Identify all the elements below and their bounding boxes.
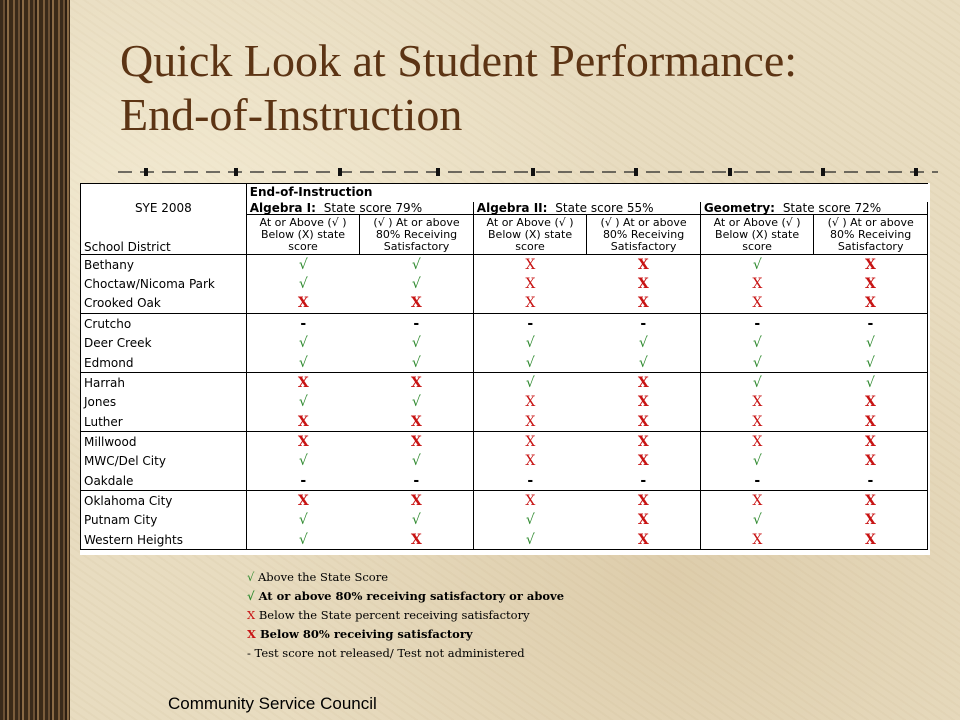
- legend-text: At or above 80% receiving satisfactory or above: [254, 589, 565, 603]
- x-mark: X: [525, 433, 536, 450]
- district-name: Oklahoma City: [84, 493, 173, 508]
- mark-cell: [360, 373, 474, 393]
- check-mark: √: [411, 335, 421, 352]
- check-mark: √: [752, 354, 762, 371]
- group-header-algebra-2: [473, 202, 700, 215]
- table-row: [81, 491, 928, 511]
- check-mark: √: [411, 276, 421, 293]
- legend-item: [247, 568, 667, 587]
- performance-table: [80, 183, 928, 550]
- divider-dot: [144, 168, 148, 176]
- mark-cell: [360, 314, 474, 334]
- x-icon: X: [247, 608, 256, 622]
- x-mark: X: [864, 276, 876, 293]
- sye-header-cell: [81, 184, 247, 215]
- mark-cell: [814, 491, 928, 511]
- x-mark: X: [637, 256, 649, 273]
- x-mark: X: [637, 295, 649, 312]
- x-mark: X: [525, 295, 536, 312]
- district-cell: [81, 274, 247, 294]
- sub-header-state: At or Above (√ ) Below (X) state score: [246, 215, 360, 255]
- district-cell: [81, 432, 247, 452]
- sub-header-80: (√ ) At or above 80% Receiving Satisfactory: [360, 215, 474, 255]
- x-mark: X: [864, 512, 876, 529]
- sub-header-80: (√ ) At or above 80% Receiving Satisfactory: [587, 215, 701, 255]
- mark-cell: [700, 373, 814, 393]
- table-row: [81, 294, 928, 314]
- mark-cell: [700, 392, 814, 412]
- check-icon: √: [247, 570, 255, 584]
- district-cell: [81, 373, 247, 393]
- x-mark: X: [864, 453, 876, 470]
- x-mark: X: [410, 413, 422, 430]
- eoi-label: End-of-Instruction: [249, 185, 373, 200]
- dash-mark: -: [867, 315, 874, 332]
- mark-cell: [587, 432, 701, 452]
- x-mark: X: [637, 374, 649, 391]
- sub-header-state: At or Above (√ ) Below (X) state score: [700, 215, 814, 255]
- mark-cell: [360, 294, 474, 314]
- legend-text: Below 80% receiving satisfactory: [255, 627, 473, 641]
- sub-header-80: (√ ) At or above 80% Receiving Satisfactory: [814, 215, 928, 255]
- dash-mark: -: [754, 472, 761, 489]
- mark-cell: [814, 255, 928, 275]
- x-mark: X: [297, 295, 309, 312]
- mark-cell: [587, 451, 701, 471]
- check-mark: √: [752, 453, 762, 470]
- check-mark: √: [298, 335, 308, 352]
- mark-cell: [814, 274, 928, 294]
- divider-dot: [821, 168, 825, 176]
- mark-cell: [587, 373, 701, 393]
- table-row: [81, 392, 928, 412]
- mark-cell: [473, 432, 587, 452]
- district-name: Western Heights: [84, 532, 183, 547]
- divider-dot: [531, 168, 535, 176]
- district-cell: [81, 412, 247, 432]
- district-name: Deer Creek: [84, 336, 152, 351]
- x-mark: X: [864, 433, 876, 450]
- mark-cell: [360, 530, 474, 550]
- title-divider: [118, 166, 938, 178]
- title-line-2: End-of-Instruction: [120, 89, 463, 140]
- mark-cell: [700, 294, 814, 314]
- mark-cell: [473, 294, 587, 314]
- mark-cell: [246, 412, 360, 432]
- check-mark: √: [411, 512, 421, 529]
- mark-cell: [473, 412, 587, 432]
- dash-mark: -: [640, 472, 647, 489]
- group-name: Algebra I:: [249, 200, 316, 215]
- mark-cell: [700, 491, 814, 511]
- mark-cell: [814, 294, 928, 314]
- x-mark: X: [525, 413, 536, 430]
- mark-cell: [473, 491, 587, 511]
- mark-cell: [360, 353, 474, 373]
- check-mark: √: [865, 335, 875, 352]
- mark-cell: [246, 314, 360, 334]
- school-district-label: School District: [84, 240, 171, 254]
- x-mark: X: [297, 413, 309, 430]
- mark-cell: [814, 412, 928, 432]
- mark-cell: [473, 255, 587, 275]
- dash-mark: -: [300, 472, 307, 489]
- district-name: Jones: [84, 395, 117, 410]
- divider-dot: [914, 168, 918, 176]
- sub-header-state: At or Above (√ ) Below (X) state score: [473, 215, 587, 255]
- mark-cell: [700, 353, 814, 373]
- check-mark: √: [638, 335, 648, 352]
- mark-cell: [700, 451, 814, 471]
- mark-cell: [473, 373, 587, 393]
- mark-cell: [246, 530, 360, 550]
- legend-item: [247, 644, 667, 663]
- district-cell: [81, 353, 247, 373]
- mark-cell: [587, 471, 701, 491]
- table-body: [81, 255, 928, 550]
- x-mark: X: [752, 433, 763, 450]
- x-mark: X: [637, 394, 649, 411]
- mark-cell: [473, 314, 587, 334]
- x-mark: X: [410, 531, 422, 548]
- dash-mark: -: [527, 472, 534, 489]
- check-icon: √: [247, 589, 255, 603]
- mark-cell: [360, 432, 474, 452]
- mark-cell: [587, 510, 701, 530]
- table-row: [81, 412, 928, 432]
- mark-cell: [814, 392, 928, 412]
- x-mark: X: [637, 531, 649, 548]
- mark-cell: [700, 314, 814, 334]
- district-cell: [81, 294, 247, 314]
- mark-cell: [360, 274, 474, 294]
- district-cell: [81, 392, 247, 412]
- mark-cell: [360, 333, 474, 353]
- mark-cell: [246, 333, 360, 353]
- check-mark: √: [525, 531, 535, 548]
- district-cell: [81, 530, 247, 550]
- mark-cell: [587, 353, 701, 373]
- district-cell: [81, 333, 247, 353]
- divider-dot: [728, 168, 732, 176]
- mark-cell: [246, 432, 360, 452]
- legend-item: [247, 625, 667, 644]
- group-header-geometry: [700, 202, 927, 215]
- check-mark: √: [411, 354, 421, 371]
- mark-cell: [587, 530, 701, 550]
- group-state-score: State score 55%: [555, 200, 654, 215]
- x-mark: X: [525, 492, 536, 509]
- legend-text: Above the State Score: [254, 570, 389, 584]
- x-mark: X: [637, 512, 649, 529]
- district-name: MWC/Del City: [84, 454, 166, 469]
- slide-footer: Community Service Council: [168, 694, 377, 713]
- mark-cell: [587, 491, 701, 511]
- x-mark: X: [637, 492, 649, 509]
- x-mark: X: [297, 433, 309, 450]
- mark-cell: [700, 412, 814, 432]
- table-row: [81, 333, 928, 353]
- table-row: [81, 255, 928, 275]
- group-name: Geometry:: [703, 200, 775, 215]
- district-name: Edmond: [84, 355, 134, 370]
- table-row: [81, 451, 928, 471]
- x-mark: X: [864, 492, 876, 509]
- district-name: Crooked Oak: [84, 296, 161, 311]
- mark-cell: [473, 530, 587, 550]
- x-mark: X: [752, 295, 763, 312]
- x-mark: X: [410, 492, 422, 509]
- check-mark: √: [865, 374, 875, 391]
- mark-cell: [360, 491, 474, 511]
- district-cell: [81, 510, 247, 530]
- check-mark: √: [411, 394, 421, 411]
- x-mark: X: [637, 413, 649, 430]
- check-mark: √: [525, 335, 535, 352]
- decorative-side-bars: [0, 0, 70, 720]
- mark-cell: [587, 333, 701, 353]
- check-mark: √: [752, 335, 762, 352]
- mark-cell: [246, 451, 360, 471]
- check-mark: √: [411, 256, 421, 273]
- district-cell: [81, 471, 247, 491]
- x-mark: X: [525, 453, 536, 470]
- mark-cell: [360, 255, 474, 275]
- mark-cell: [360, 510, 474, 530]
- x-mark: X: [864, 394, 876, 411]
- check-mark: √: [752, 256, 762, 273]
- mark-cell: [246, 294, 360, 314]
- mark-cell: [700, 274, 814, 294]
- mark-cell: [700, 471, 814, 491]
- mark-cell: [814, 314, 928, 334]
- legend-text: Below the State percent receiving satisfactory: [255, 608, 530, 622]
- check-mark: √: [298, 512, 308, 529]
- group-header-algebra-1: [246, 202, 473, 215]
- divider-dot: [634, 168, 638, 176]
- mark-cell: [246, 255, 360, 275]
- school-district-header: [81, 215, 247, 255]
- x-mark: X: [637, 453, 649, 470]
- x-mark: X: [864, 256, 876, 273]
- mark-cell: [587, 294, 701, 314]
- dash-mark: -: [867, 472, 874, 489]
- x-mark: X: [752, 276, 763, 293]
- district-name: Crutcho: [84, 316, 132, 331]
- x-mark: X: [410, 374, 422, 391]
- district-name: Putnam City: [84, 513, 158, 528]
- table-row: [81, 314, 928, 334]
- mark-cell: [814, 373, 928, 393]
- mark-cell: [700, 255, 814, 275]
- group-state-score: State score 72%: [782, 200, 882, 215]
- check-mark: √: [298, 256, 308, 273]
- x-mark: X: [410, 295, 422, 312]
- x-mark: X: [525, 256, 536, 273]
- x-mark: X: [752, 492, 763, 509]
- table-row: [81, 432, 928, 452]
- mark-cell: [587, 255, 701, 275]
- mark-cell: [473, 333, 587, 353]
- table-row: [81, 510, 928, 530]
- x-mark: X: [525, 394, 536, 411]
- mark-cell: [814, 530, 928, 550]
- legend-text: Test score not released/ Test not administered: [250, 646, 525, 660]
- district-cell: [81, 451, 247, 471]
- mark-cell: [473, 510, 587, 530]
- district-name: Choctaw/Nicoma Park: [84, 277, 215, 292]
- legend-item: [247, 606, 667, 625]
- mark-cell: [473, 451, 587, 471]
- dash-icon: -: [247, 646, 251, 660]
- check-mark: √: [638, 354, 648, 371]
- divider-dot: [338, 168, 342, 176]
- mark-cell: [246, 274, 360, 294]
- check-mark: √: [752, 512, 762, 529]
- mark-cell: [473, 392, 587, 412]
- check-mark: √: [298, 276, 308, 293]
- x-mark: X: [297, 374, 309, 391]
- sye-label: SYE 2008: [134, 200, 192, 215]
- mark-cell: [246, 373, 360, 393]
- district-cell: [81, 491, 247, 511]
- mark-cell: [473, 274, 587, 294]
- check-mark: √: [411, 453, 421, 470]
- district-name: Luther: [84, 414, 123, 429]
- performance-table-panel: [80, 183, 930, 555]
- x-mark: X: [864, 295, 876, 312]
- divider-dot: [234, 168, 238, 176]
- check-mark: √: [525, 512, 535, 529]
- district-name: Millwood: [84, 434, 137, 449]
- mark-cell: [814, 471, 928, 491]
- mark-cell: [246, 471, 360, 491]
- mark-cell: [360, 451, 474, 471]
- district-name: Harrah: [84, 375, 125, 390]
- x-mark: X: [752, 413, 763, 430]
- mark-cell: [246, 491, 360, 511]
- mark-cell: [814, 451, 928, 471]
- check-mark: √: [298, 394, 308, 411]
- table-row: [81, 274, 928, 294]
- check-mark: √: [298, 453, 308, 470]
- mark-cell: [814, 510, 928, 530]
- mark-cell: [587, 274, 701, 294]
- table-row: [81, 530, 928, 550]
- x-mark: X: [752, 531, 763, 548]
- mark-cell: [814, 333, 928, 353]
- mark-cell: [473, 353, 587, 373]
- mark-cell: [814, 432, 928, 452]
- mark-cell: [246, 392, 360, 412]
- district-name: Bethany: [84, 257, 134, 272]
- dash-mark: -: [640, 315, 647, 332]
- x-mark: X: [297, 492, 309, 509]
- legend-item: [247, 587, 667, 606]
- mark-cell: [700, 530, 814, 550]
- mark-cell: [814, 353, 928, 373]
- title-line-1: Quick Look at Student Performance:: [120, 35, 798, 86]
- mark-cell: [700, 333, 814, 353]
- mark-cell: [360, 471, 474, 491]
- check-mark: √: [298, 531, 308, 548]
- check-mark: √: [865, 354, 875, 371]
- mark-cell: [587, 412, 701, 432]
- group-name: Algebra II:: [476, 200, 548, 215]
- check-mark: √: [752, 374, 762, 391]
- check-mark: √: [525, 374, 535, 391]
- dash-mark: -: [300, 315, 307, 332]
- mark-cell: [246, 353, 360, 373]
- check-mark: √: [298, 354, 308, 371]
- mark-cell: [473, 471, 587, 491]
- x-icon: X: [247, 627, 256, 641]
- mark-cell: [700, 432, 814, 452]
- table-row: [81, 471, 928, 491]
- table-row: [81, 353, 928, 373]
- mark-cell: [587, 314, 701, 334]
- eoi-header: [246, 184, 927, 202]
- mark-cell: [360, 392, 474, 412]
- x-mark: X: [752, 394, 763, 411]
- mark-cell: [587, 392, 701, 412]
- x-mark: X: [525, 276, 536, 293]
- legend: [247, 568, 667, 663]
- slide-title: [120, 34, 940, 142]
- dash-mark: -: [413, 315, 420, 332]
- district-name: Oakdale: [84, 473, 134, 488]
- dash-mark: -: [413, 472, 420, 489]
- mark-cell: [700, 510, 814, 530]
- table-row: [81, 373, 928, 393]
- mark-cell: [360, 412, 474, 432]
- x-mark: X: [864, 531, 876, 548]
- dash-mark: -: [527, 315, 534, 332]
- check-mark: √: [525, 354, 535, 371]
- district-cell: [81, 314, 247, 334]
- dash-mark: -: [754, 315, 761, 332]
- x-mark: X: [637, 276, 649, 293]
- divider-dot: [436, 168, 440, 176]
- mark-cell: [246, 510, 360, 530]
- x-mark: X: [637, 433, 649, 450]
- x-mark: X: [864, 413, 876, 430]
- group-state-score: State score 79%: [323, 200, 423, 215]
- x-mark: X: [410, 433, 422, 450]
- district-cell: [81, 255, 247, 275]
